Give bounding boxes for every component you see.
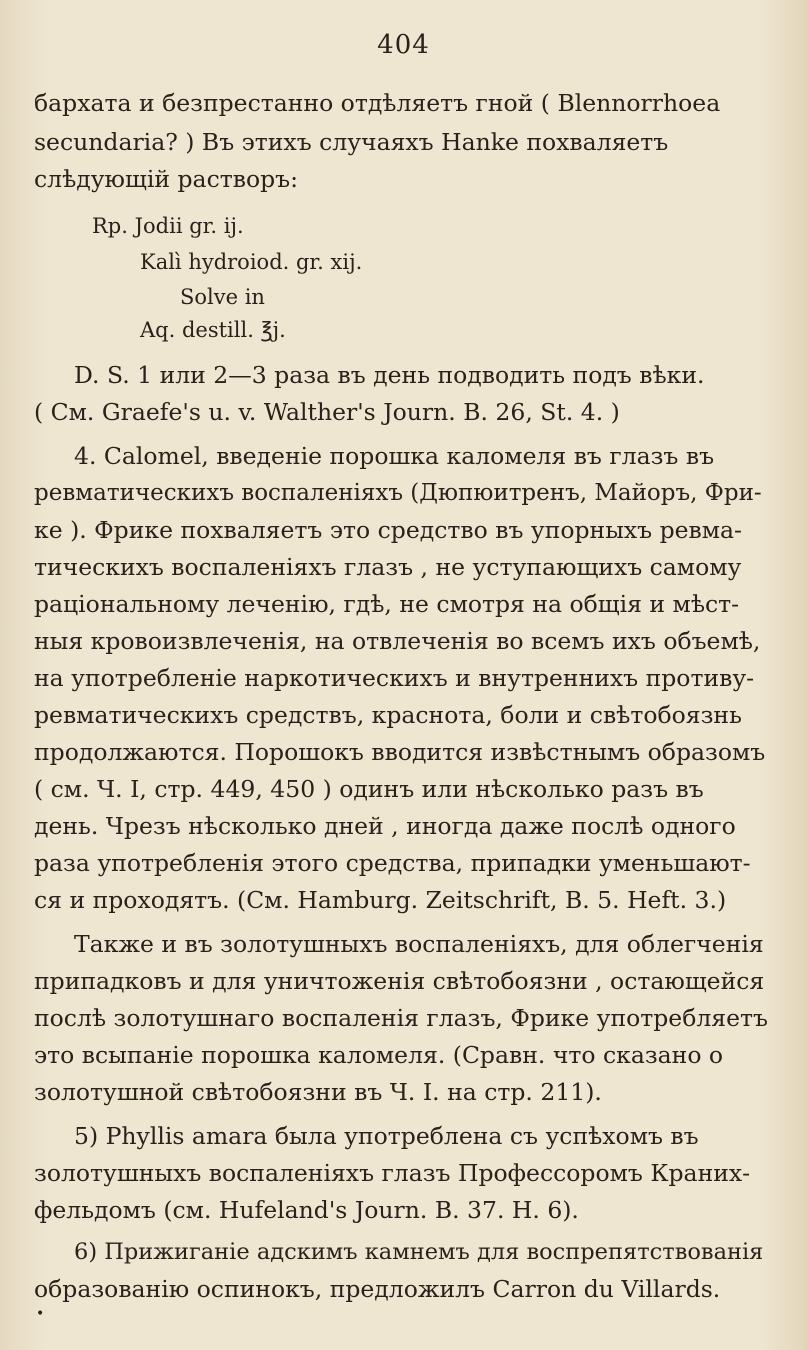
text-line: золотушной свѣтобоязни въ Ч. I. на стр. 211). <box>34 1078 602 1106</box>
recipe-line: Aq. destill. ℥j. <box>140 318 286 342</box>
text-line: фельдомъ (см. Hufeland's Journ. B. 37. H. 6). <box>34 1196 579 1224</box>
text-line: ревматическихъ воспаленіяхъ (Дюпюитренъ, Майоръ, Фри- <box>34 480 762 506</box>
text-line: ревматическихъ средствъ, краснота, боли и свѣтобоязнь <box>34 701 742 729</box>
text-line: слѣдующій растворъ: <box>34 165 299 193</box>
text-line: ся и проходятъ. (См. Hamburg. Zeitschrift, B. 5. Heft. 3.) <box>34 886 727 914</box>
text-line: припадковъ и для уничтоженія свѣтобоязни , остающейся <box>34 967 765 995</box>
text-line: бархата и безпрестанно отдѣляетъ гной ( Blennorrhoea <box>34 89 721 117</box>
text-line: Также и въ золотушныхъ воспаленіяхъ, для облегченія <box>74 930 764 958</box>
text-line: продолжаются. Порошокъ вводится извѣстнымъ образомъ <box>34 738 766 766</box>
print-speck: • <box>36 1306 45 1322</box>
text-line: золотушныхъ воспаленіяхъ глазъ Профессоромъ Краних- <box>34 1159 751 1187</box>
text-line: это всыпаніе порошка каломеля. (Сравн. что сказано о <box>34 1041 724 1069</box>
text-line: 6) Прижиганіе адскимъ камнемъ для воспрепятствованія <box>74 1239 764 1265</box>
recipe-line: Kalì hydroiod. gr. xij. <box>140 250 363 274</box>
text-line: secundaria? ) Въ этихъ случаяхъ Hanke похваляетъ <box>34 128 669 156</box>
text-line: D. S. 1 или 2—3 раза въ день подводить подъ вѣки. <box>74 361 705 389</box>
recipe-line: Solve in <box>180 285 265 309</box>
text-line: образованію оспинокъ, предложилъ Carron du Villards. <box>34 1275 721 1303</box>
text-line: ( См. Graefe's u. v. Walther's Journ. B. 26, St. 4. ) <box>34 398 620 426</box>
text-line: ныя кровоизвлеченія, на отвлеченія во всемъ ихъ объемѣ, <box>34 627 761 655</box>
text-line: день. Чрезъ нѣсколько дней , иногда даже послѣ одного <box>34 812 736 840</box>
text-line: на употребленіе наркотическихъ и внутреннихъ противу- <box>34 664 755 692</box>
text-line: раціональному леченію, гдѣ, не смотря на общія и мѣст- <box>34 590 740 618</box>
text-line: раза употребленія этого средства, припадки уменьшают- <box>34 849 751 877</box>
text-line: 4. Calomel, введеніе порошка каломеля въ глазъ въ <box>74 442 715 470</box>
recipe-line: Rp. Jodii gr. ij. <box>92 214 244 238</box>
text-line: ( см. Ч. I, стр. 449, 450 ) одинъ или нѣсколько разъ въ <box>34 775 704 803</box>
text-line: ке ). Фрике похваляетъ это средство въ упорныхъ ревма- <box>34 516 742 544</box>
text-line: 5) Phyllis amara была употреблена съ успѣхомъ въ <box>74 1122 699 1150</box>
page-number: 404 <box>377 30 430 60</box>
text-line: послѣ золотушнаго воспаленія глазъ, Фрике употребляетъ <box>34 1004 768 1032</box>
text-line: тическихъ воспаленіяхъ глазъ , не уступающихъ самому <box>34 553 742 581</box>
